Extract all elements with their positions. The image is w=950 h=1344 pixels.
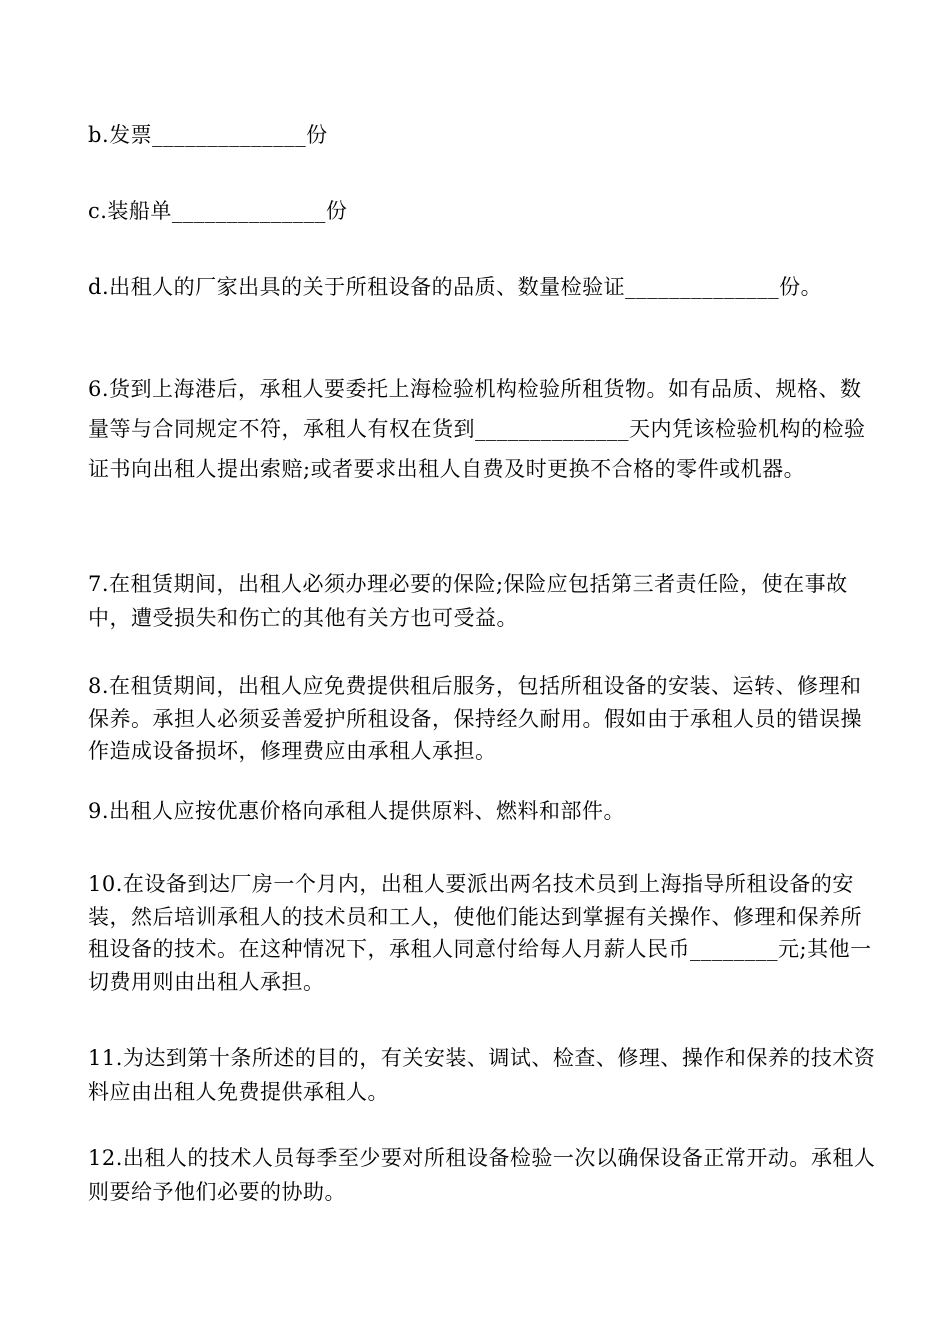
- clause-b-invoice: b.发票______________份: [88, 123, 328, 147]
- clause-6-claims: 6.货到上海港后，承租人要委托上海检验机构检验所租货物。如有品质、规格、数量等与合同规定不符，承租人有权在货到______________天内凭该检验机构的检验证书向出租人提出索赔;或者要求出租人自费及时更换不合格的零件或机器。: [88, 377, 866, 481]
- clause-c-bill-of-lading: c.装船单______________份: [88, 199, 348, 223]
- clause-8-after-service: 8.在租赁期间，出租人应免费提供租后服务，包括所租设备的安装、运转、修理和保养。承担人必须妥善爱护所租设备，保持经久耐用。假如由于承租人员的错误操作造成设备损坏，修理费应由承租人承担。: [88, 674, 862, 764]
- clause-12-inspection: 12.出租人的技术人员每季至少要对所租设备检验一次以确保设备正常开动。承租人则要给予他们必要的协助。: [88, 1146, 876, 1204]
- clause-10-technicians: 10.在设备到达厂房一个月内，出租人要派出两名技术员到上海指导所租设备的安装，然后培训承租人的技术员和工人，使他们能达到掌握有关操作、修理和保养所租设备的技术。在这种情况下，承租人同意付给每人月薪人民币________元;其他一切费用则由出租人承担。: [88, 872, 872, 994]
- clause-7-insurance: 7.在租赁期间，出租人必须办理必要的保险;保险应包括第三者责任险，使在事故中，遭受损失和伤亡的其他有关方也可受益。: [88, 572, 848, 630]
- clause-11-technical-data: 11.为达到第十条所述的目的，有关安装、调试、检查、修理、操作和保养的技术资料应由出租人免费提供承租人。: [88, 1046, 876, 1104]
- clause-9-materials: 9.出租人应按优惠价格向承租人提供原料、燃料和部件。: [88, 799, 626, 823]
- clause-d-inspection-certificate: d.出租人的厂家出具的关于所租设备的品质、数量检验证______________份。: [88, 275, 823, 299]
